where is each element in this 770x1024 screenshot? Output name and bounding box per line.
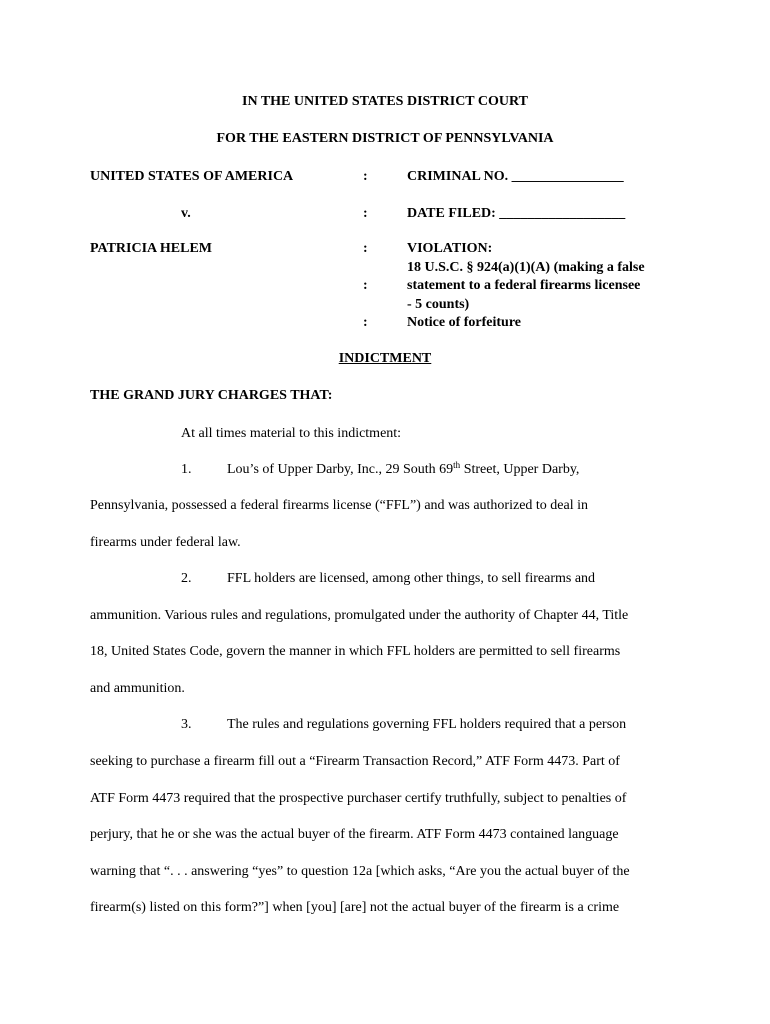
document-title bbox=[0, 351, 770, 367]
paragraph-line: firearm(s) listed on this form?”] when [you] [are] not the actual buyer of the firearm is a crime bbox=[90, 900, 620, 915]
paragraph-line: firearms under federal law. bbox=[90, 535, 241, 550]
paragraph-line: FFL holders are licensed, among other things, to sell firearms and bbox=[227, 571, 596, 586]
paragraph-text: Street, Upper Darby, bbox=[460, 462, 580, 477]
court-name-line: IN THE UNITED STATES DISTRICT COURT bbox=[242, 94, 528, 109]
caption-colon: : bbox=[363, 206, 368, 221]
document-title-text: INDICTMENT bbox=[338, 351, 432, 366]
court-district-line: FOR THE EASTERN DISTRICT OF PENNSYLVANIA bbox=[216, 131, 554, 146]
paragraph-line: seeking to purchase a firearm fill out a “Firearm Transaction Record,” ATF Form 4473. Part of bbox=[90, 754, 620, 769]
paragraph-line: ammunition. Various rules and regulations, promulgated under the authority of Chapter 44, Title bbox=[90, 608, 629, 623]
caption-colon: : bbox=[363, 278, 368, 293]
paragraph-text: Lou’s of Upper Darby, Inc., 29 South 69 bbox=[227, 462, 454, 477]
intro-text: At all times material to this indictment: bbox=[181, 426, 402, 441]
paragraph-line: ATF Form 4473 required that the prospective purchaser certify truthfully, subject to penalties of bbox=[90, 791, 627, 806]
versus-label: v. bbox=[181, 206, 191, 221]
criminal-number-field: CRIMINAL NO. ________________ bbox=[407, 169, 624, 184]
charge-heading: THE GRAND JURY CHARGES THAT: bbox=[90, 388, 333, 403]
caption-colon: : bbox=[363, 315, 368, 330]
date-filed-field: DATE FILED: __________________ bbox=[407, 206, 626, 221]
ordinal-superscript: th bbox=[453, 460, 461, 470]
violation-line: statement to a federal firearms licensee bbox=[407, 278, 641, 293]
paragraph-line: warning that “. . . answering “yes” to question 12a [which asks, “Are you the actual buyer of the bbox=[90, 864, 630, 879]
paragraph-line: 18, United States Code, govern the manner in which FFL holders are permitted to sell firearms bbox=[90, 644, 621, 659]
paragraph-number: 2. bbox=[181, 571, 192, 586]
paragraph-line: and ammunition. bbox=[90, 681, 185, 696]
violation-line: 18 U.S.C. § 924(a)(1)(A) (making a false bbox=[407, 259, 645, 275]
violation-block bbox=[407, 240, 645, 333]
paragraph-line: Pennsylvania, possessed a federal firearms license (“FFL”) and was authorized to deal in bbox=[90, 498, 588, 513]
violation-line: - 5 counts) bbox=[407, 296, 470, 312]
paragraph-line: The rules and regulations governing FFL holders required that a person bbox=[227, 717, 627, 732]
paragraph-number: 1. bbox=[181, 462, 192, 477]
paragraph-line bbox=[227, 461, 579, 479]
violation-line: Notice of forfeiture bbox=[407, 315, 522, 330]
caption-colon: : bbox=[363, 241, 368, 256]
paragraph-number: 3. bbox=[181, 717, 192, 732]
plaintiff-name: UNITED STATES OF AMERICA bbox=[90, 169, 294, 184]
defendant-name: PATRICIA HELEM bbox=[90, 241, 212, 256]
violation-label: VIOLATION: bbox=[407, 241, 493, 256]
paragraph-line: perjury, that he or she was the actual buyer of the firearm. ATF Form 4473 contained language bbox=[90, 827, 619, 842]
caption-colon: : bbox=[363, 169, 368, 184]
